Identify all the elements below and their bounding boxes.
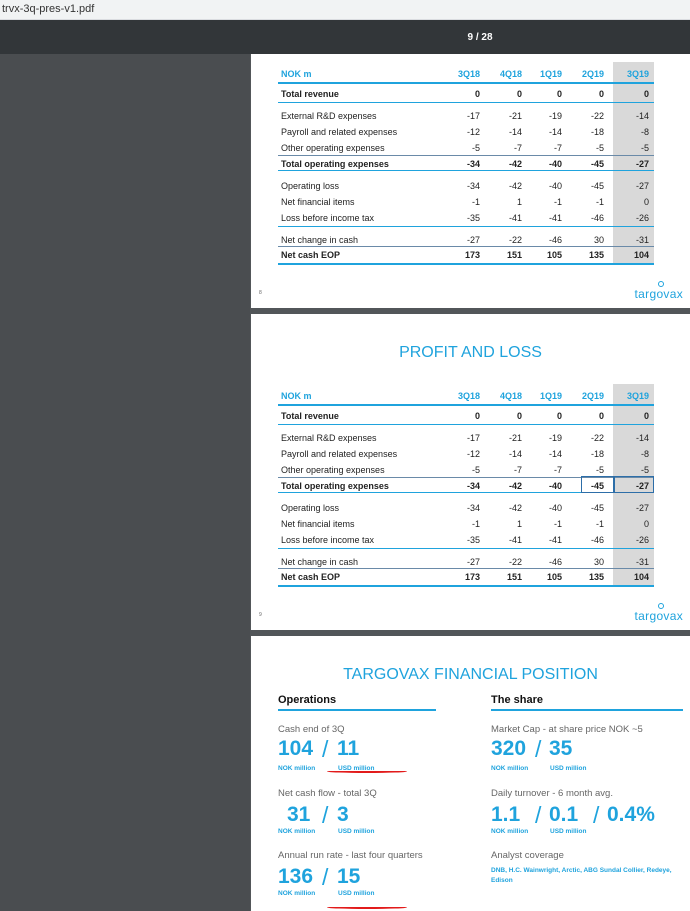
cell-3q18: -12 (466, 449, 480, 459)
cell-3q18: -34 (466, 159, 480, 169)
cell-3q18: -5 (471, 465, 480, 475)
slide-page-8 (251, 54, 690, 308)
cell-1q19: -19 (548, 433, 562, 443)
column-header-3q19: 3Q19 (626, 391, 649, 401)
cell-3q19: -14 (635, 111, 649, 121)
cell-3q19: -8 (640, 449, 649, 459)
cell-2q19: 135 (588, 572, 604, 582)
run-rate-usd: 15 (337, 865, 361, 888)
cell-2q19: -45 (590, 181, 604, 191)
slash-separator: / (322, 802, 329, 828)
slash-separator: / (535, 736, 542, 762)
cell-4q18: 1 (516, 197, 522, 207)
selection-divider (613, 476, 615, 493)
cell-1q19: -46 (548, 235, 562, 245)
cell-2q19: -46 (590, 535, 604, 545)
cell-4q18: 0 (516, 411, 522, 421)
slide-title: TARGOVAX FINANCIAL POSITION (343, 666, 598, 683)
cell-3q18: -1 (471, 519, 480, 529)
cell-3q19: -5 (640, 465, 649, 475)
unit-nok: NOK million (278, 765, 316, 772)
row-label: Total operating expenses (281, 159, 389, 169)
cell-1q19: 0 (556, 89, 562, 99)
table-row-operating-loss (278, 178, 654, 194)
turnover-nok: 1.1 (491, 803, 521, 826)
cash-end-label: Cash end of 3Q (278, 724, 345, 735)
cell-3q19: 0 (643, 197, 649, 207)
cell-3q19: -27 (635, 481, 649, 491)
cell-1q19: -46 (548, 557, 562, 567)
targovax-logo (635, 287, 683, 301)
table-row-external-rd (278, 108, 654, 124)
cell-2q19: -22 (590, 433, 604, 443)
column-header-3q18: 3Q18 (457, 391, 480, 401)
row-label: Loss before income tax (281, 535, 375, 545)
table-row-net-change-cash (278, 232, 654, 248)
cell-4q18: -42 (508, 503, 522, 513)
turnover-usd: 0.1 (549, 803, 579, 826)
cell-3q18: 173 (464, 572, 480, 582)
row-label: Net cash EOP (281, 572, 341, 582)
column-header-label: NOK m (281, 391, 312, 401)
cell-2q19: -45 (590, 159, 604, 169)
cell-4q18: -7 (513, 143, 522, 153)
unit-usd: USD million (550, 828, 587, 835)
logo-text-end: vax (663, 609, 683, 623)
cell-1q19: -19 (548, 111, 562, 121)
row-label: Net financial items (281, 519, 355, 529)
cell-3q19: -27 (635, 503, 649, 513)
cell-3q19: 104 (633, 250, 649, 260)
table-row-total-revenue (278, 408, 654, 424)
column-header-label: NOK m (281, 69, 312, 79)
cell-2q19: -5 (595, 465, 604, 475)
row-label: Total operating expenses (281, 481, 389, 491)
table-header-row (278, 66, 654, 82)
table-row-total-revenue (278, 86, 654, 102)
cell-2q19: 0 (598, 89, 604, 99)
slide-page-9 (251, 314, 690, 630)
row-label: Other operating expenses (281, 143, 385, 153)
unit-usd: USD million (338, 890, 375, 897)
table-rule (278, 82, 654, 84)
cell-4q18: -21 (508, 111, 522, 121)
slide-financial-position (251, 636, 690, 911)
page-number: 9 (259, 612, 262, 618)
cell-3q19: -27 (635, 181, 649, 191)
cell-1q19: -40 (548, 159, 562, 169)
slash-separator: / (322, 736, 329, 762)
table-rule (278, 548, 654, 549)
cell-4q18: -41 (508, 535, 522, 545)
cell-1q19: -7 (553, 465, 562, 475)
cell-3q19: -26 (635, 535, 649, 545)
unit-nok: NOK million (491, 765, 529, 772)
unit-nok: NOK million (491, 828, 529, 835)
cell-2q19: 30 (593, 557, 604, 567)
cell-1q19: 0 (556, 411, 562, 421)
market-cap-label: Market Cap - at share price NOK ~5 (491, 724, 643, 735)
column-header-1q19: 1Q19 (539, 391, 562, 401)
table-row-payroll (278, 124, 654, 140)
net-cash-flow-label: Net cash flow - total 3Q (278, 788, 377, 799)
cell-4q18: -42 (508, 481, 522, 491)
table-rule (278, 585, 654, 587)
cell-3q19: 0 (643, 411, 649, 421)
row-label: Net change in cash (281, 557, 359, 567)
row-label: Net cash EOP (281, 250, 341, 260)
cell-4q18: 1 (516, 519, 522, 529)
viewer-background (0, 54, 250, 911)
cell-2q19: -1 (595, 519, 604, 529)
row-label: Loss before income tax (281, 213, 375, 223)
unit-usd: USD million (338, 828, 375, 835)
cell-4q18: 151 (506, 572, 522, 582)
cell-3q18: -34 (466, 503, 480, 513)
row-label: Operating loss (281, 181, 340, 191)
table-rule (278, 404, 654, 406)
cell-3q19: -27 (635, 159, 649, 169)
column-header-2q19: 2Q19 (581, 69, 604, 79)
cell-3q19: -31 (635, 235, 649, 245)
cell-1q19: -1 (553, 197, 562, 207)
slide-title: PROFIT AND LOSS (399, 344, 542, 361)
tab-title[interactable]: trvx-3q-pres-v1.pdf (2, 3, 95, 15)
cash-end-usd: 11 (337, 737, 360, 760)
run-rate-nok: 136 (278, 865, 314, 888)
cell-2q19: -18 (590, 449, 604, 459)
slash-separator: / (593, 802, 600, 828)
cell-3q18: 173 (464, 250, 480, 260)
table-rule (278, 424, 654, 425)
cell-1q19: 105 (546, 250, 562, 260)
net-cash-flow-nok: 31 (287, 803, 311, 826)
table-row-net-financial (278, 516, 654, 532)
logo-o: o (656, 287, 664, 301)
table-row-net-financial (278, 194, 654, 210)
cell-1q19: -40 (548, 503, 562, 513)
cell-1q19: -1 (553, 519, 562, 529)
share-header: The share (491, 694, 543, 706)
operations-header: Operations (278, 694, 337, 706)
market-cap-usd: 35 (549, 737, 573, 760)
cell-3q18: 0 (474, 89, 480, 99)
cell-3q19: 0 (643, 519, 649, 529)
column-header-3q18: 3Q18 (457, 69, 480, 79)
cell-4q18: -7 (513, 465, 522, 475)
cell-3q18: -34 (466, 481, 480, 491)
page-number: 8 (259, 290, 262, 296)
cell-1q19: -41 (548, 213, 562, 223)
row-label: External R&D expenses (281, 433, 377, 443)
cell-3q19: -26 (635, 213, 649, 223)
cell-2q19: 0 (598, 411, 604, 421)
unit-nok: NOK million (278, 890, 316, 897)
browser-tab-bar (0, 0, 690, 20)
cell-2q19: -45 (590, 481, 604, 491)
cell-2q19: 135 (588, 250, 604, 260)
row-label: Payroll and related expenses (281, 127, 398, 137)
logo-text-end: vax (663, 287, 683, 301)
table-rule (278, 226, 654, 227)
table-row-loss-before-tax (278, 532, 654, 548)
cell-3q18: -17 (466, 111, 480, 121)
analyst-list: DNB, H.C. Wainwright, Arctic, ABG Sundal Collier, Redeye, Edison (491, 867, 672, 884)
cell-3q18: -5 (471, 143, 480, 153)
unit-nok: NOK million (278, 828, 316, 835)
red-underline-annotation (327, 906, 407, 909)
row-label: Other operating expenses (281, 465, 385, 475)
cell-2q19: -1 (595, 197, 604, 207)
table-row-net-change-cash (278, 554, 654, 570)
operations-underline (278, 709, 436, 711)
cell-4q18: -42 (508, 181, 522, 191)
table-row-net-cash-eop (278, 247, 654, 263)
cell-4q18: -21 (508, 433, 522, 443)
table-row-payroll (278, 446, 654, 462)
table-rule (278, 102, 654, 103)
run-rate-label: Annual run rate - last four quarters (278, 850, 423, 861)
turnover-label: Daily turnover - 6 month avg. (491, 788, 613, 799)
selection-highlight-box (581, 476, 654, 493)
cell-3q19: -31 (635, 557, 649, 567)
cell-1q19: -40 (548, 481, 562, 491)
cell-3q18: 0 (474, 411, 480, 421)
cell-2q19: -22 (590, 111, 604, 121)
logo-text-start: targ (634, 287, 657, 301)
cell-1q19: -14 (548, 449, 562, 459)
unit-usd: USD million (338, 765, 375, 772)
cell-3q18: -35 (466, 213, 480, 223)
cell-4q18: -22 (508, 235, 522, 245)
red-underline-annotation (327, 770, 407, 773)
market-cap-nok: 320 (491, 737, 527, 760)
table-row-loss-before-tax (278, 210, 654, 226)
cell-3q18: -1 (471, 197, 480, 207)
column-header-4q18: 4Q18 (499, 69, 522, 79)
cell-2q19: -18 (590, 127, 604, 137)
cell-1q19: -14 (548, 127, 562, 137)
table-row-total-opex (278, 156, 654, 172)
cell-3q18: -34 (466, 181, 480, 191)
cell-4q18: -22 (508, 557, 522, 567)
slash-separator: / (322, 864, 329, 890)
cell-4q18: 0 (516, 89, 522, 99)
page-indicator[interactable]: 9 / 28 (467, 32, 493, 43)
row-label: Total revenue (281, 89, 339, 99)
cell-1q19: 105 (546, 572, 562, 582)
table-rule (278, 263, 654, 265)
cell-4q18: -42 (508, 159, 522, 169)
cell-3q19: 0 (643, 89, 649, 99)
column-header-1q19: 1Q19 (539, 69, 562, 79)
row-label: Payroll and related expenses (281, 449, 398, 459)
logo-text-start: targ (634, 609, 657, 623)
cell-3q18: -17 (466, 433, 480, 443)
cell-3q19: 104 (633, 572, 649, 582)
column-header-2q19: 2Q19 (581, 391, 604, 401)
cell-3q19: -5 (640, 143, 649, 153)
cell-3q18: -12 (466, 127, 480, 137)
table-header-row (278, 388, 654, 404)
pdf-toolbar (0, 20, 690, 54)
column-header-3q19: 3Q19 (626, 69, 649, 79)
row-label: Net change in cash (281, 235, 359, 245)
turnover-percent: 0.4% (607, 803, 655, 826)
table-row-other-opex (278, 140, 654, 156)
targovax-logo (635, 609, 683, 623)
cell-4q18: -41 (508, 213, 522, 223)
row-label: Net financial items (281, 197, 355, 207)
cell-4q18: -14 (508, 449, 522, 459)
cell-2q19: 30 (593, 235, 604, 245)
logo-o: o (656, 609, 664, 623)
cell-2q19: -46 (590, 213, 604, 223)
cell-3q18: -35 (466, 535, 480, 545)
cell-3q18: -27 (466, 235, 480, 245)
cell-1q19: -7 (553, 143, 562, 153)
table-row-external-rd (278, 430, 654, 446)
table-row-net-cash-eop (278, 569, 654, 585)
cell-2q19: -45 (590, 503, 604, 513)
row-label: Total revenue (281, 411, 339, 421)
row-label: Operating loss (281, 503, 340, 513)
table-row-operating-loss (278, 500, 654, 516)
cell-1q19: -41 (548, 535, 562, 545)
row-label: External R&D expenses (281, 111, 377, 121)
cell-2q19: -5 (595, 143, 604, 153)
column-header-4q18: 4Q18 (499, 391, 522, 401)
share-underline (491, 709, 683, 711)
cell-4q18: -14 (508, 127, 522, 137)
cell-3q19: -8 (640, 127, 649, 137)
cell-3q19: -14 (635, 433, 649, 443)
slash-separator: / (535, 802, 542, 828)
cell-4q18: 151 (506, 250, 522, 260)
cash-end-nok: 104 (278, 737, 314, 760)
cell-1q19: -40 (548, 181, 562, 191)
cell-3q18: -27 (466, 557, 480, 567)
analyst-coverage-label: Analyst coverage (491, 850, 564, 861)
net-cash-flow-usd: 3 (337, 803, 349, 826)
unit-usd: USD million (550, 765, 587, 772)
